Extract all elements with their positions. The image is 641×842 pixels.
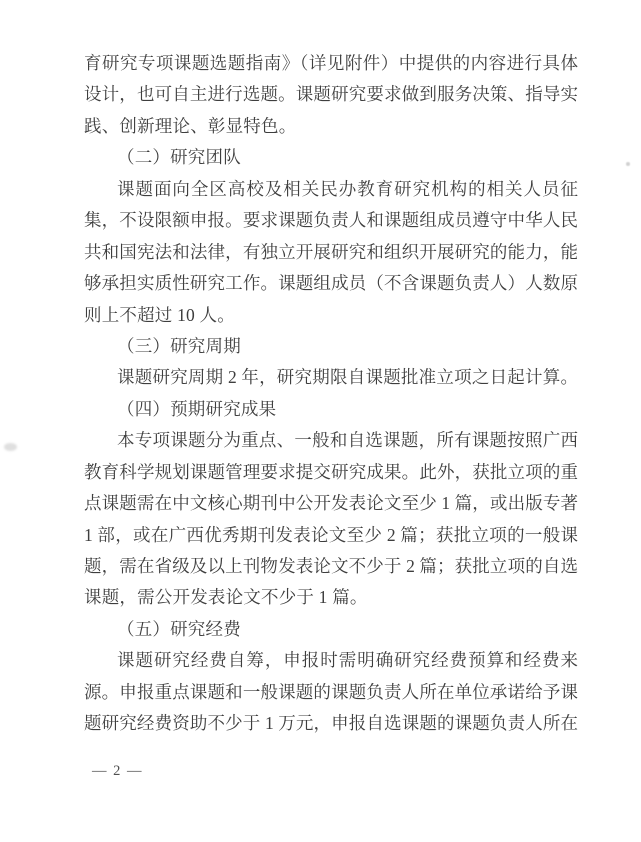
scan-artifact (4, 443, 17, 451)
text-line: 题研究经费资助不少于 1 万元，申报自选课题的课题负责人所在 (84, 713, 578, 734)
document-body (84, 48, 578, 740)
section-heading: （二）研究团队 (117, 147, 241, 168)
text-line: 践、创新理论、彰显特色。 (84, 115, 297, 136)
text-line: 点课题需在中文核心期刊中公开发表论文至少 1 篇，或出版专著 (84, 493, 578, 514)
text-line: 教育科学规划课题管理要求提交研究成果。此外，获批立项的重 (84, 461, 578, 482)
text-line: 题，需在省级及以上刊物发表论文不少于 2 篇；获批立项的自选 (84, 556, 578, 576)
text-line: 集，不设限额申报。要求课题负责人和课题组成员遵守中华人民 (84, 210, 578, 231)
section-heading: （三）研究周期 (117, 335, 241, 356)
text-line: 够承担实质性研究工作。课题组成员（不含课题负责人）人数原 (84, 273, 578, 294)
text-line: 设计，也可自主进行选题。课题研究要求做到服务决策、指导实 (84, 84, 578, 105)
text-line: 则上不超过 10 人。 (84, 304, 235, 325)
section-heading: （四）预期研究成果 (117, 398, 277, 419)
page-number: — 2 — (92, 763, 143, 779)
text-line: 育研究专项课题选题指南》（详见附件）中提供的内容进行具体 (84, 53, 578, 73)
text-line: 1 部，或在广西优秀期刊发表论文至少 2 篇；获批立项的一般课 (84, 524, 578, 545)
text-line: 课题研究周期 2 年，研究期限自课题批准立项之日起计算。 (117, 367, 578, 388)
text-line: 课题，需公开发表论文不少于 1 篇。 (84, 587, 368, 608)
text-line: 课题面向全区高校及相关民办教育研究机构的相关人员征 (117, 178, 578, 199)
scan-artifact (626, 162, 630, 166)
text-line: 源。申报重点课题和一般课题的课题负责人所在单位承诺给予课 (84, 681, 578, 702)
text-line: 共和国宪法和法律，有独立开展研究和组织开展研究的能力，能 (84, 241, 578, 262)
text-line: 本专项课题分为重点、一般和自选课题，所有课题按照广西 (117, 430, 578, 451)
text-line: 课题研究经费自筹，申报时需明确研究经费预算和经费来 (117, 650, 578, 671)
section-heading: （五）研究经费 (117, 618, 241, 639)
